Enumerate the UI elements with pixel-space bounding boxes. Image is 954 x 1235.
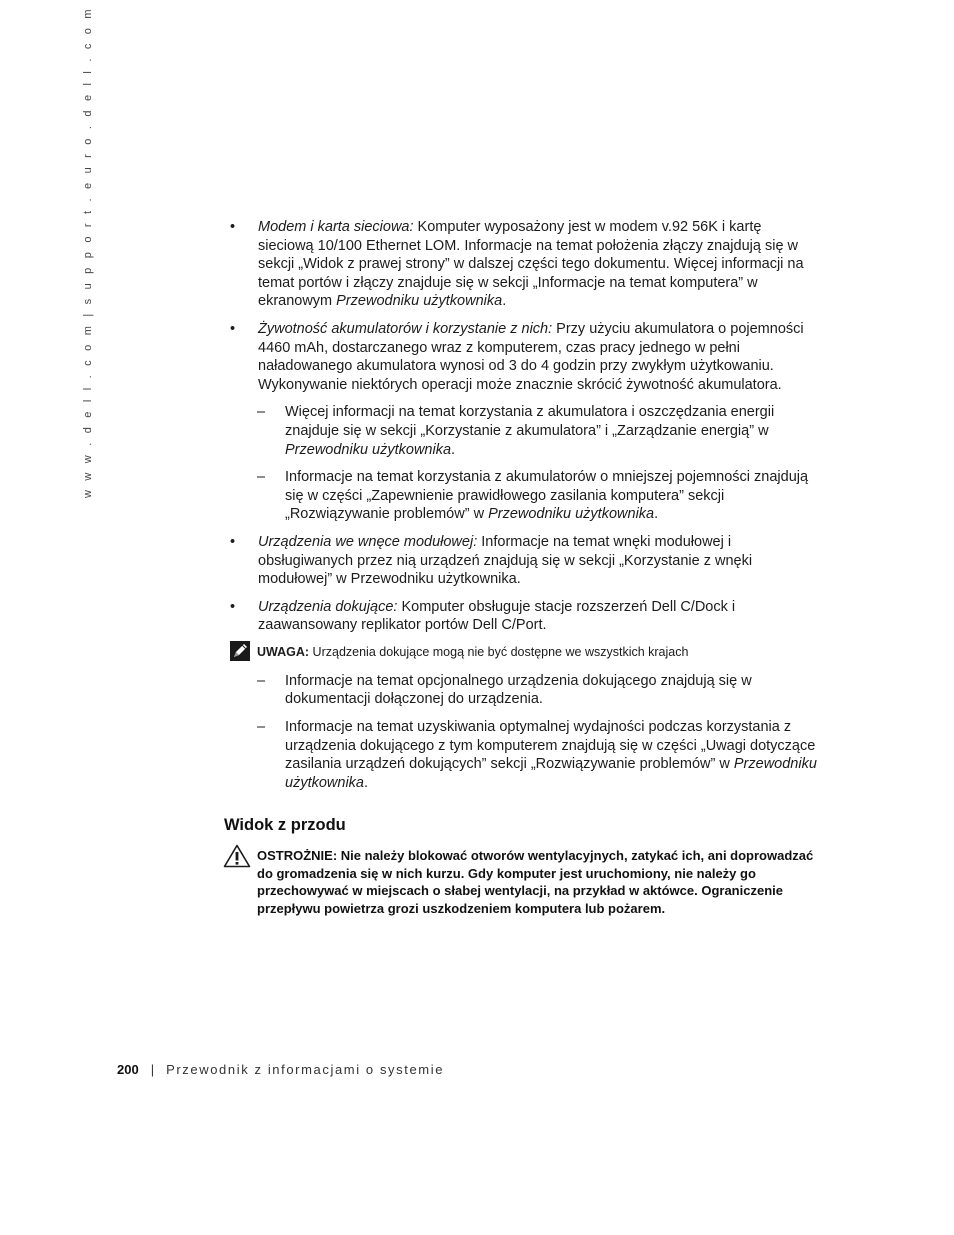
bullet-lead: Modem i karta sieciowa: (258, 219, 414, 235)
bullet-lead: Urządzenia we wnęce modułowej: (258, 533, 478, 550)
subitem-docking-power (230, 718, 820, 792)
subitem-tail: . (363, 774, 369, 791)
page-content (224, 218, 820, 917)
bullet-text: Komputer wyposażony jest w modem v.92 56K i kartę sieciową 10/100 Ethernet LOM. Informacje na temat położenia złączy znajdują się w sekcji „Widok z prawej strony” w dalszej części tego dokumentu. Więcej informacji na temat portów i złączy znajduje się w sekcji „Informacje na temat komputera” w ekranowym (258, 219, 804, 310)
warning-triangle-icon (223, 844, 251, 868)
bullet-lead: Urządzenia dokujące: (258, 598, 398, 615)
bullet-text: Komputer obsługuje stacje rozszerzeń Dell C/Dock i zaawansowany replikator portów Dell C/Port. (258, 598, 736, 634)
bullet-tail: . (502, 293, 507, 310)
subitem-tail-italic: Przewodniku użytkownika (488, 506, 655, 523)
subitem-text: Informacje na temat uzyskiwania optymalnej wydajności podczas korzystania z urządzenia dokującego z tym komputerem znajdują się w części „Uwagi dotyczące zasilania urządzeń dokujących” sekcji „Rozwiązywanie problemów” w (285, 719, 816, 773)
caution-text: OSTROŻNIE: Nie należy blokować otworów wentylacyjnych, zatykać ich, ani doprowadzać do gromadzenia się w nich kurzu. Gdy komputer jest uruchomiony, nie należy go przechowywać w miejscach o słabej wentylacji, na przykład w aktówce. Ograniczenie przepływu powietrza grozi uszkodzeniem komputera lub pożarem. (257, 848, 814, 916)
bullet-modem (230, 218, 820, 311)
bullet-docking (230, 598, 820, 635)
footer-title: Przewodnik z informacjami o systemie (166, 1062, 445, 1077)
bullet-marker: • (230, 533, 236, 550)
subitem-text: Informacje na temat opcjonalnego urządzenia dokującego znajdują się w dokumentacji dołączonej do urządzenia. (285, 672, 752, 708)
subitem-tail: . (654, 506, 659, 523)
subitem-text: Informacje na temat korzystania z akumulatorów o mniejszej pojemności znajdują się w części „Zapewnienie prawidłowego zasilania komputera” sekcji „Rozwiązywanie problemów” w (285, 469, 809, 523)
subitem-battery-energy (230, 403, 820, 459)
bullet-marker: • (230, 320, 236, 337)
subitem-text: Więcej informacji na temat korzystania z akumulatora i oszczędzania energii znajduje się w sekcji „Korzystanie z akumulatora” i „Zarządzanie energią” w (285, 404, 775, 439)
note-pencil-icon (230, 641, 250, 661)
subitem-marker: – (257, 672, 266, 689)
page-footer (117, 1062, 444, 1077)
bullet-text: Informacje na temat wnęki modułowej i obsługiwanych przez nią urządzeń znajdują się w sekcji „Korzystanie z wnęki modułowej” w Przewodniku użytkownika. (258, 533, 753, 588)
side-url: w w w . d e l l . c o m | s u p p o r t . e u r o . d e l l . c o m (82, 6, 94, 498)
subitem-marker: – (257, 404, 266, 421)
caution-box (230, 847, 820, 917)
note-text: Urządzenia dokujące mogą nie być dostępne we wszystkich krajach (309, 644, 689, 659)
bullet-marker: • (230, 219, 236, 235)
subitem-tail-italic: Przewodniku użytkownika (285, 756, 817, 791)
bullet-text: Przy użyciu akumulatora o pojemności 4460 mAh, dostarczanego wraz z komputerem, czas pracy jednego w pełni naładowanego akumulatora wynosi od 3 do 4 godzin przy zwykłym użytkowaniu. Wykonywanie niektórych operacji może znacznie skrócić żywotność akumulatora. (258, 320, 804, 393)
subitem-battery-capacity (230, 468, 820, 524)
bullet-battery (230, 320, 820, 394)
subitem-marker: – (257, 469, 266, 486)
note-label: UWAGA: (257, 644, 310, 659)
bullet-tail-italic: Przewodniku użytkownika (336, 293, 503, 310)
page-number: 200 (117, 1062, 139, 1077)
section-heading: Widok z przodu (224, 816, 346, 835)
bullet-lead: Żywotność akumulatorów i korzystanie z nich: (258, 320, 553, 337)
bullet-marker: • (230, 598, 236, 615)
subitem-tail: . (451, 441, 456, 458)
footer-separator: | (150, 1062, 155, 1077)
subitem-tail-italic: Przewodniku użytkownika (285, 441, 452, 458)
subitem-marker: – (257, 719, 266, 736)
subitem-docking-docs (230, 672, 820, 709)
bullet-modular-bay (230, 533, 820, 589)
note-box (230, 644, 820, 660)
